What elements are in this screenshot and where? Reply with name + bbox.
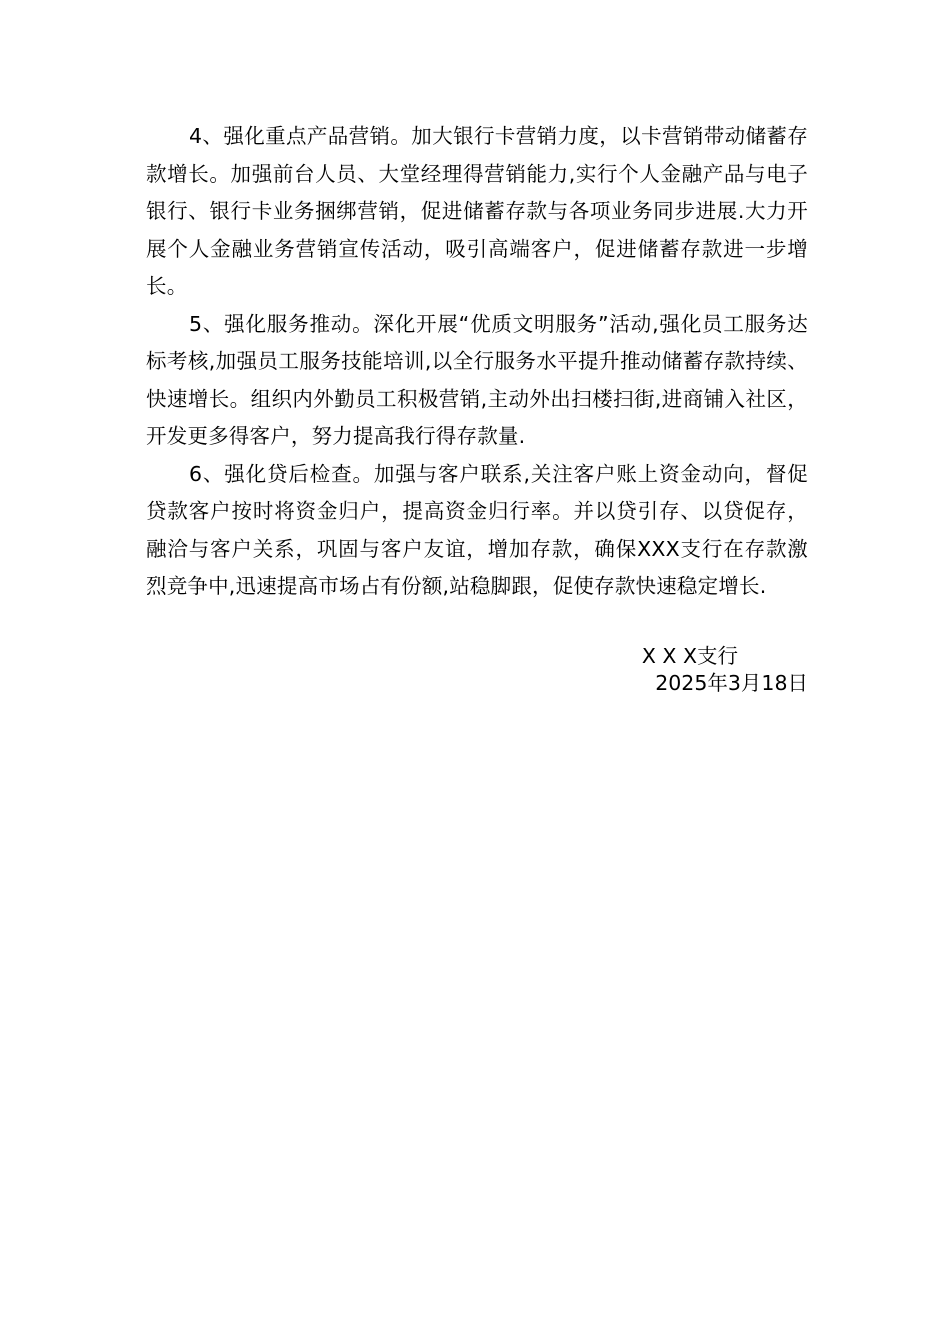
paragraph-5: 5、强化服务推动。深化开展“优质文明服务”活动,强化员工服务达标考核,加强员工服务技能培训,以全行服务水平提升推动储蓄存款持续、快速增长。组织内外勤员工积极营销,主动外出扫楼扫街,进商铺入社区，开发更多得客户，努力提高我行得存款量. [146,311,808,448]
paragraph-6: 6、强化贷后检查。加强与客户联系,关注客户账上资金动向，督促贷款客户按时将资金归户，提高资金归行率。并以贷引存、以贷促存，融洽与客户关系，巩固与客户友谊，增加存款，确保XXX支行在存款激烈竞争中,迅速提高市场占有份额,站稳脚跟，促使存款快速稳定增长. [146,461,808,598]
signature-org: X X X支行 [641,644,738,668]
signature-date: 2025年3月18日 [655,671,808,695]
document-body [146,118,808,606]
paragraph-4: 4、强化重点产品营销。加大银行卡营销力度，以卡营销带动储蓄存款增长。加强前台人员、大堂经理得营销能力,实行个人金融产品与电子银行、银行卡业务捆绑营销，促进储蓄存款与各项业务同步进展.大力开展个人金融业务营销宣传活动，吸引高端客户，促进储蓄存款进一步增长。 [146,124,808,298]
signature-block [600,643,808,697]
